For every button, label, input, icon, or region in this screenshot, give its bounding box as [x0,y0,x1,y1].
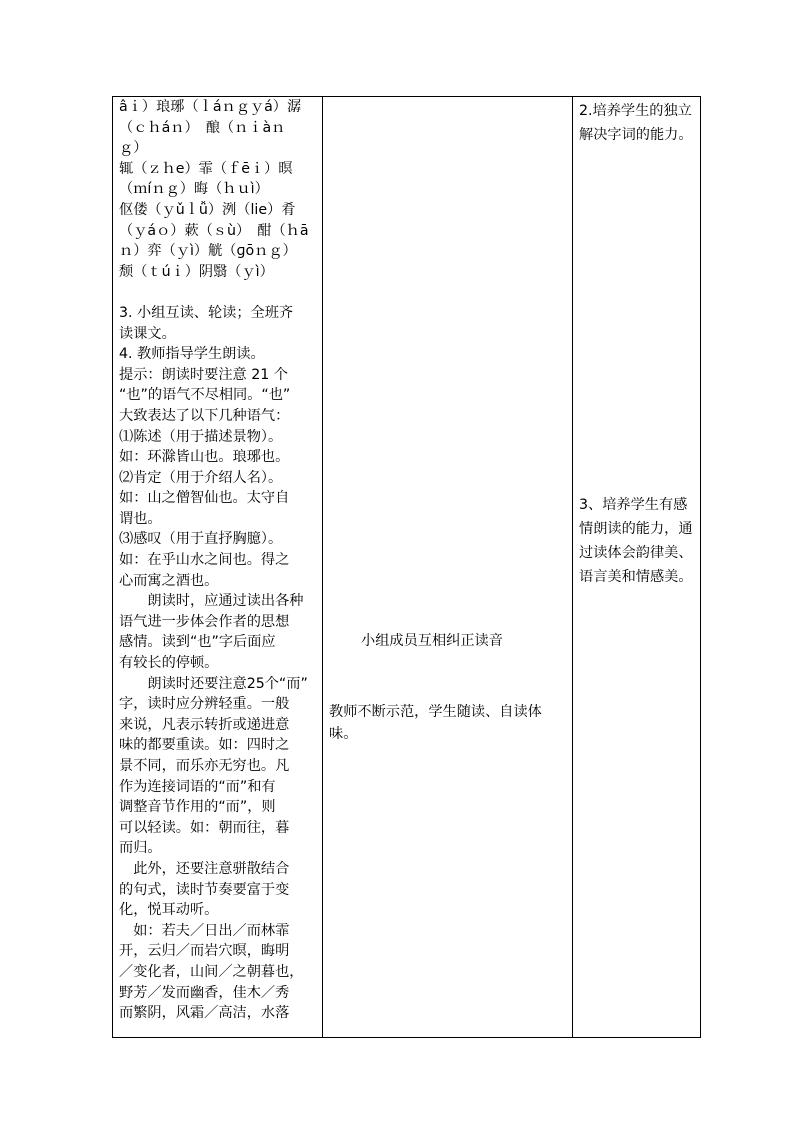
content-line: ⑵肯定（用于介绍人名）。 [119,469,283,486]
design-intent-text-2: 3、培养学生有感情朗读的能力，通过读体会韵律美、语言美和情感美。 [579,497,693,585]
content-line: 有较长的停顿。 [119,655,219,672]
design-intent-text-1: 2.培养学生的独立解决字词的能力。 [579,103,693,143]
content-line: 颓（ｔúｉ）阴翳（ｙì） [119,263,274,280]
content-line: 调整音节作用的“而”，则 [119,799,276,816]
content-line: ｎ）弈（ｙì）觥（ɡōｎｇ） [119,243,297,260]
content-line: 味的都要重读。如：四时之 [119,737,290,754]
content-line: 如：在乎山水之间也。得之 [119,552,290,569]
content-line: （ｙáｏ）蔌（ｓù） 酣（ｈā [119,222,309,239]
content-line: ⑶感叹（用于直抒胸臆）。 [119,531,283,548]
content-line: ⑴陈述（用于描述景物）。 [119,428,283,445]
content-line [119,282,318,303]
content-line: 化，悦耳动听。 [119,902,219,919]
content-line: 读课文。 [119,325,176,342]
content-line: 字，读时应分辨轻重。一般 [119,696,290,713]
content-line: （ｍíｎｇ）晦（ｈｕì） [119,181,269,198]
content-line: ／变化者，山间／之朝暮也， [119,963,304,980]
content-line: 大致表达了以下几种语气： [119,407,290,424]
content-line: 如：山之僧智仙也。太守自 [119,490,290,507]
content-line: 辄（ｚｈe）霏（ｆēｉ）暝 [119,160,293,177]
content-line: “也”的语气不尽相同。“也” [119,387,291,404]
content-line: 作为连接词语的“而”和有 [119,778,276,795]
content-line: 如：若夫／日出／而林霏 [119,922,290,939]
content-line: 而繁阴，风霜／高洁，水落 [119,1005,290,1022]
design-intent-cell [573,97,700,1037]
content-line: 4. 教师指导学生朗读。 [119,346,265,363]
content-line: 可以轻读。如：朝而往，暮 [119,819,290,836]
teaching-content-cell [113,97,323,1037]
content-line: 此外，还要注意骈散结合 [119,860,290,877]
content-line: 语气进一步体会作者的思想 [119,613,290,630]
content-line: 朗读时，应通过读出各种 [119,593,304,610]
content-line: 而归。 [119,840,162,857]
content-line: 如：环滁皆山也。琅琊也。 [119,449,290,466]
content-line: 感情。读到“也”字后面应 [119,634,276,651]
student-activity-cell [323,97,573,1037]
content-line: 来说，凡表示转折或递进意 [119,716,290,733]
content-line: （ｃｈáｎ） 酿（ｎｉàｎ [119,119,286,136]
content-line: 朗读时还要注意25个“而” [119,675,308,692]
content-line: ｇ） [119,140,148,157]
content-line: 提示：朗读时要注意 21 个 [119,366,288,383]
content-line: 谓也。 [119,510,162,527]
lesson-table [112,96,701,1038]
content-line: 的句式，读时节奏要富于变 [119,881,290,898]
content-line: 心而寓之酒也。 [119,572,219,589]
content-line: âｉ）琅琊（ｌáｎｇｙá）潺 [119,99,302,115]
content-line: 3. 小组互读、轮读；全班齐 [119,304,294,321]
content-line: 开，云归／而岩穴暝，晦明 [119,943,290,960]
student-activity-text-2: 教师不断示范，学生随读、自读体味。 [329,704,542,742]
content-line: 野芳／发而幽香，佳木／秀 [119,984,290,1001]
content-line: 伛偻（ｙǔｌǚ）洌（lie）肴 [119,201,296,218]
student-activity-text-1: 小组成员互相纠正读音 [361,633,503,649]
content-line: 景不同，而乐亦无穷也。凡 [119,758,290,774]
